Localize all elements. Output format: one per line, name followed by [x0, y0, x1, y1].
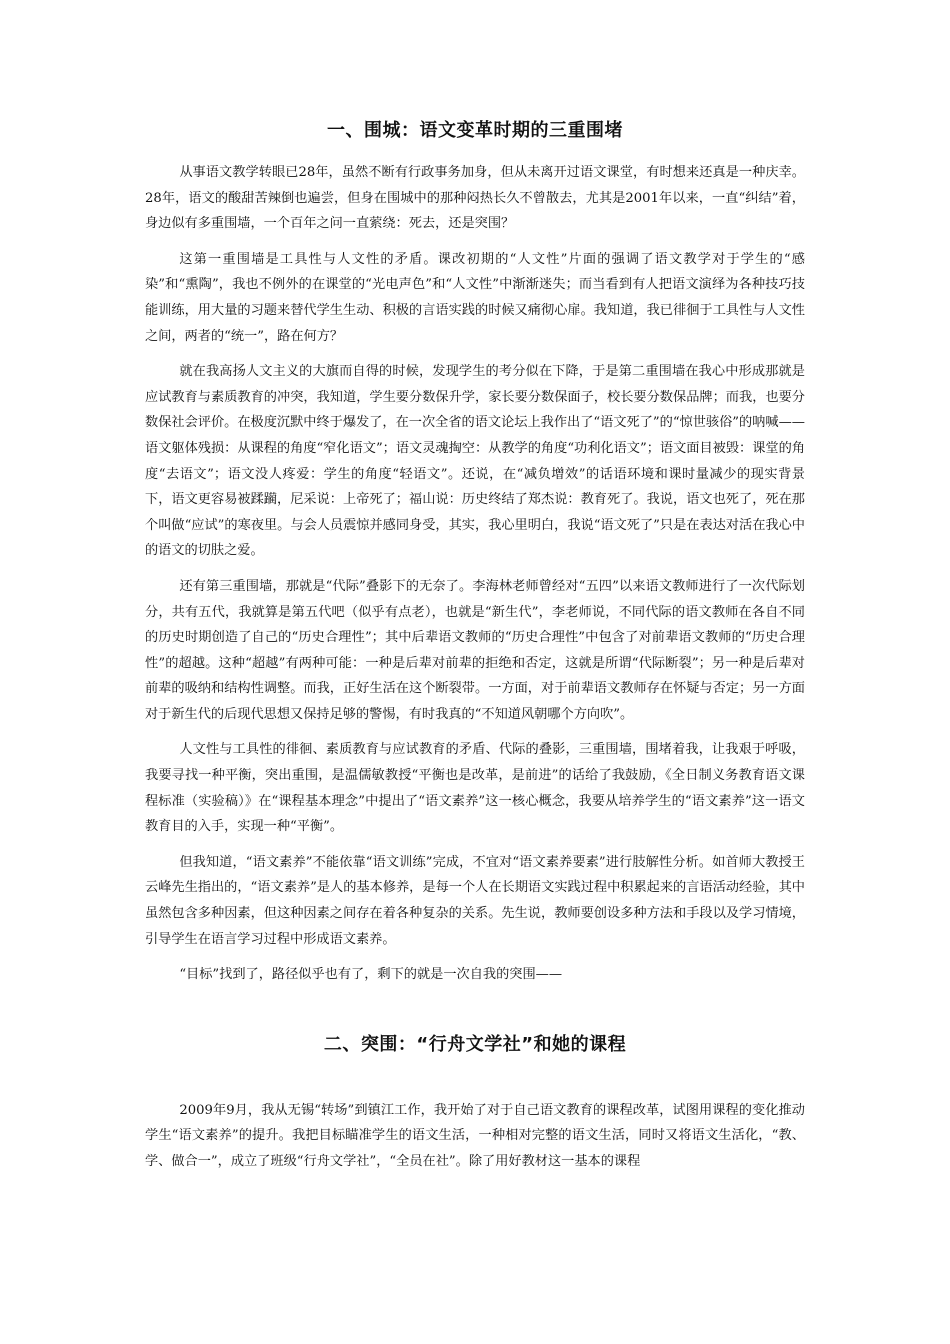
- section-1-paragraph-7: “目标”找到了，路径似乎也有了，剩下的就是一次自我的突围——: [179, 967, 563, 983]
- section-1-paragraph-6: 但我知道，“语文素养”不能依靠“语文训练”完成，不宜对“语文素养要素”进行肢解性分析。如首师大教授王云峰先生指出的，“语文素养”是人的基本修养，是每一个人在长期语文实践过程中积累起来的言语活动经验，其中虽然包含多种因素，但这种因素之间存在着各种复杂的关系。先生说，教师要创设多种方法和手段以及学习情境，引导学生在语言学习过程中形成语文素养。: [145, 854, 805, 947]
- section-1-paragraph-3: 就在我高扬人文主义的大旗而自得的时候，发现学生的考分似在下降，于是第二重围墙在我心中形成那就是应试教育与素质教育的冲突，我知道，学生要分数保升学，家长要分数保面子，校长要分数保品牌；而我，也要分数保社会评价。在极度沉默中终于爆发了，在一次全省的语文论坛上我作出了“语文死了”的“惊世骇俗”的呐喊——语文躯体残损：从课程的角度“窄化语文”；语文灵魂掏空：从教学的角度“功利化语文”；语文面目被毁：课堂的角度“去语文”；语文没人疼爱：学生的角度“轻语文”。还说，在“减负增效”的话语环境和课时量减少的现实背景下，语文更容易被蹂躏，尼采说：上帝死了；福山说：历史终结了郑杰说：教育死了。我说，语文也死了，死在那个叫做“应试”的寒夜里。与会人员震惊并感同身受，其实，我心里明白，我说“语文死了”只是在表达对活在我心中的语文的切肤之爱。: [145, 364, 805, 559]
- section-1-paragraph-1: 从事语文教学转眼已28年，虽然不断有行政事务加身，但从未离开过语文课堂，有时想来还真是一种庆幸。28年，语文的酸甜苦辣倒也遍尝，但身在围城中的那种闷热长久不曾散去，尤其是2001年以来，一直“纠结”着，身边似有多重围墙，一个百年之问一直萦绕：死去，还是突围？: [145, 165, 805, 232]
- section-2-heading: 二、突围：“行舟文学社”和她的课程: [323, 1033, 627, 1055]
- section-1-paragraph-2: 这第一重围墙是工具性与人文性的矛盾。课改初期的“人文性”片面的强调了语文教学对于学生的“感染”和“熏陶”，我也不例外的在课堂的“光电声色”和“人文性”中渐渐迷失；而当看到有人把语文演绎为各种技巧技能训练，用大量的习题来替代学生生动、积极的言语实践的时候又痛彻心扉。我知道，我已徘徊于工具性与人文性之间，两者的“统一”，路在何方？: [145, 251, 805, 344]
- section-2-paragraph-1: 2009年9月，我从无锡“转场”到镇江工作，我开始了对于自己语文教育的课程改革，试图用课程的变化推动学生“语文素养”的提升。我把目标瞄准学生的语文生活，一种相对完整的语文生活，同时又将语文生活化，“教、学、做合一”，成立了班级“行舟文学社”，“全员在社”。除了用好教材这一基本的课程: [145, 1102, 805, 1169]
- document-page: [145, 118, 805, 1185]
- section-1-paragraph-4: 还有第三重围墙，那就是“代际”叠影下的无奈了。李海林老师曾经对“五四”以来语文教师进行了一次代际划分，共有五代，我就算是第五代吧（似乎有点老），也就是“新生代”，李老师说，不同代际的语文教师在各自不同的历史时期创造了自己的“历史合理性”；其中后辈语文教师的“历史合理性”中包含了对前辈语文教师的“历史合理性”的超越。这种“超越”有两种可能：一种是后辈对前辈的拒绝和否定，这就是所谓“代际断裂”；另一种是后辈对前辈的吸纳和结构性调整。而我，正好生活在这个断裂带。一方面，对于前辈语文教师存在怀疑与否定；另一方面对于新生代的后现代思想又保持足够的警惕，有时我真的“不知道风朝哪个方向吹”。: [145, 578, 805, 722]
- section-1-heading: 一、围城：语文变革时期的三重围堵: [327, 120, 623, 141]
- section-1-paragraph-5: 人文性与工具性的徘徊、素质教育与应试教育的矛盾、代际的叠影，三重围墙，围堵着我，让我艰于呼吸，我要寻找一种平衡，突出重围，是温儒敏教授“平衡也是改革，是前进”的话给了我鼓励，《全日制义务教育语文课程标准（实验稿）》在“课程基本理念”中提出了“语文素养”这一核心概念，我要从培养学生的“语文素养”这一语文教育目的入手，实现一种“平衡”。: [145, 742, 805, 835]
